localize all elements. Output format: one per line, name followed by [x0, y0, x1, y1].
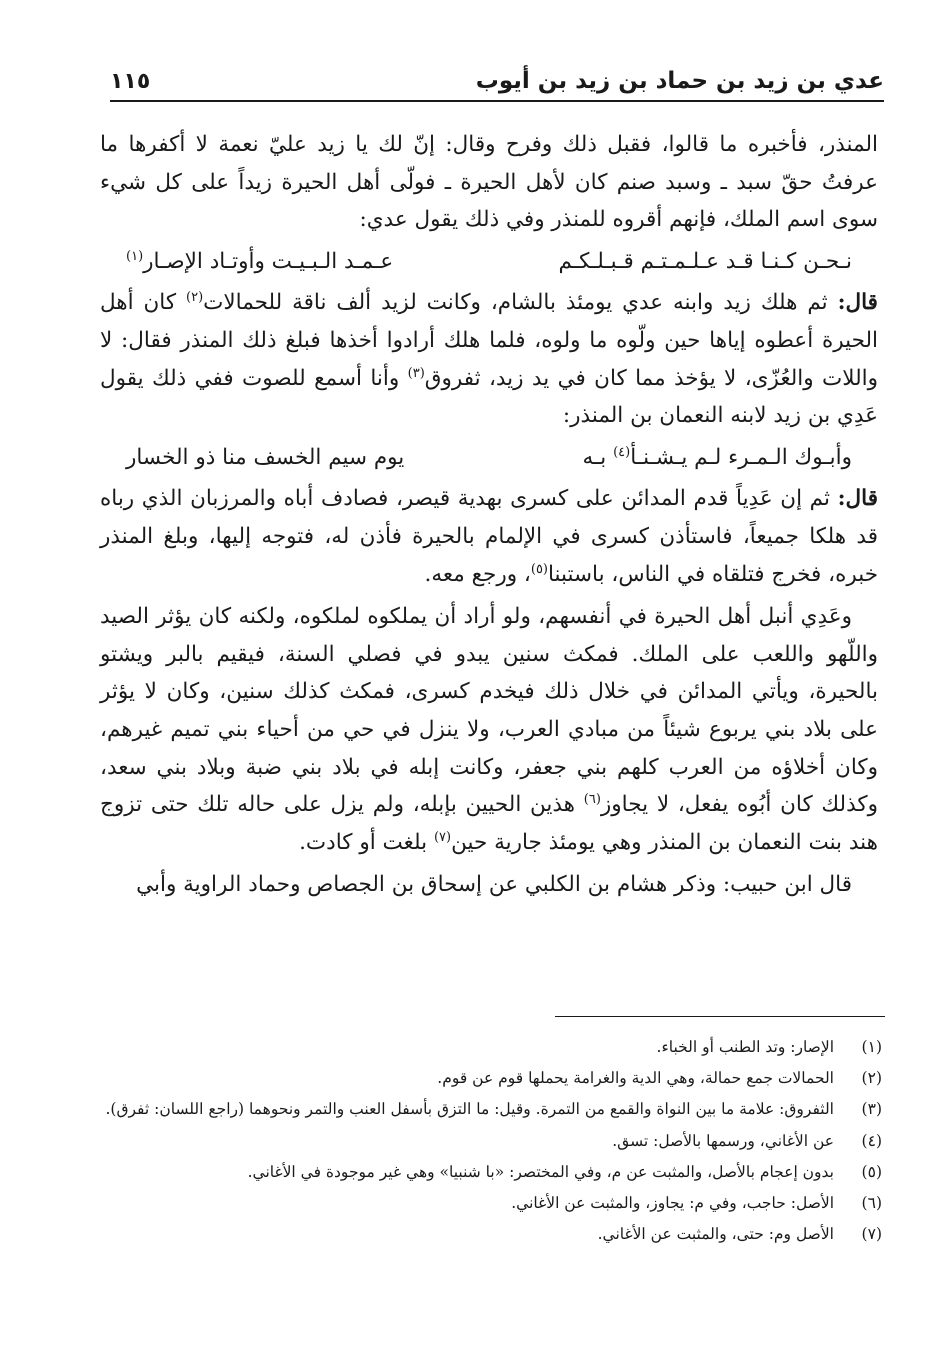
paragraph-4-text-3: بلغت أو كادت.: [299, 829, 428, 855]
verse-2: [100, 439, 878, 477]
footnote-number: (٤): [861, 1131, 882, 1150]
footnote-number: (١): [861, 1038, 882, 1056]
footnote-ref-4: (٤): [613, 444, 631, 460]
paragraph-4: [100, 598, 878, 861]
paragraph-4-text-2: هذين الحيين بإبله، ولم يزل على حاله تلك حتى تزوج هند بنت النعمان بن المنذر وهي يومئذ جارية حين: [100, 792, 878, 855]
footnote-ref-1: (١): [126, 248, 144, 264]
paragraph-2: [100, 284, 878, 434]
paragraph-3-text-2: ، ورجع معه.: [424, 561, 531, 587]
footnote-2: [100, 1063, 882, 1094]
footnotes: [100, 1032, 882, 1250]
paragraph-5: قال ابن حبيب: وذكر هشام بن الكلبي عن إسحاق بن الجصاص وحماد الراوية وأبي: [136, 872, 852, 898]
footnote-text: الأصل: حاجب، وفي م: يجاوز، والمثبت عن الأغاني.: [511, 1194, 834, 1213]
footnote-text: الأصل وم: حتى، والمثبت عن الأغاني.: [597, 1225, 834, 1244]
verse-2-second-hemistich: يوم سيم الخسف منا ذو الخسار: [126, 444, 405, 470]
footnote-number: (٣): [861, 1100, 882, 1119]
footnote-5: [100, 1157, 882, 1188]
verse-1-first-hemistich: نـحـن كـنـا قـد عـلـمـتـم قـبـلـكـم: [558, 248, 852, 274]
footnote-ref-7: (٧): [433, 829, 452, 845]
paragraph-3: [100, 480, 878, 593]
main-text: [100, 126, 878, 904]
footnote-number: (٦): [861, 1194, 882, 1213]
qala-label: قال:: [837, 486, 878, 512]
footnote-number: (٢): [861, 1069, 882, 1088]
page-number: ١١٥: [110, 69, 151, 94]
verse-2-first-end: بـه: [582, 444, 607, 470]
verse-2-first-hemistich: [582, 439, 852, 477]
footnote-text: الإصار: وتد الطنب أو الخباء.: [656, 1038, 834, 1056]
footnote-ref-6: (٦): [583, 791, 601, 807]
running-header: [110, 58, 884, 102]
verse-1-second-text: عـمـد الـبـيـت وأوتـاد الإصـار: [143, 248, 394, 274]
footnote-text: الثفروق: علامة ما بين النواة والقمع من التمرة. وقيل: ما التزق بأسفل العنب والتمر ونحوهما (راجع اللسان: ثفرق).: [105, 1100, 834, 1119]
footnote-ref-2: (٢): [186, 290, 204, 306]
footnote-text: عن الأغاني، ورسمها بالأصل: تسق.: [612, 1131, 834, 1150]
running-title: عدي بن زيد بن حماد بن زيد بن أيوب: [475, 68, 884, 94]
paragraph-1: المنذر، فأخبره ما قالوا، فقبل ذلك وفرح وقال: إنّ لك يا زيد عليّ نعمة لا أكفرها ما عرفتُ حقّ سبد ـ وسبد صنم كان لأهل الحيرة ـ فولّى أهل الحيرة زيداً على كل شيء سوى اسم الملك، فإنهم أقروه للمنذر وفي ذلك يقول عدي:: [100, 132, 878, 233]
footnote-1: [100, 1032, 882, 1063]
footnote-7: [100, 1219, 882, 1250]
verse-1: [100, 243, 878, 281]
footnote-3: [100, 1094, 882, 1125]
footnote-6: [100, 1188, 882, 1219]
footnote-number: (٥): [861, 1162, 882, 1181]
paragraph-4-text-1: وعَدِي أنبل أهل الحيرة في أنفسهم، ولو أراد أن يملكوه لملكوه، ولكنه كان يؤثر الصيد واللّهو واللعب على الملك. فمكث سنين يبدو في فصلي السنة، فيقيم بالبر ويشتو بالحيرة، ويأتي المدائن في خلال ذلك فيخدم كسرى، فمكث كذلك سنين، وكان لا يؤثر على بلاد بني يربوع شيئاً من مبادي العرب، ولا ينزل في حي من أحياء بني تميم غيرهم، وكان أخلاؤه من العرب كلهم بني جعفر، وكانت إبله في بلاد بني ضبة وبلاد بني سعد، وكذلك كان أبُوه يفعل، لا يجاوز: [100, 604, 879, 818]
footnote-4: [100, 1126, 882, 1157]
paragraph-2-text-1: ثم هلك زيد وابنه عدي يومئذ بالشام، وكانت لزيد ألف ناقة للحمالات: [203, 290, 828, 316]
qala-label: قال:: [837, 290, 878, 316]
footnote-text: الحمالات جمع حمالة، وهي الدية والغرامة يحملها قوم عن قوم.: [437, 1069, 834, 1088]
paragraph-2-text-3: وأنا أسمع للصوت ففي ذلك يقول عَدِي بن زيد لابنه النعمان بن المنذر:: [100, 365, 878, 429]
verse-1-second-hemistich: [126, 243, 393, 281]
verse-2-first-text: وأبـوك الـمـرء لـم يـشـنـأ: [630, 444, 852, 470]
footnote-ref-3: (٣): [407, 365, 425, 381]
footnote-text: بدون إعجام بالأصل، والمثبت عن م، وفي المختصر: «با شنبيا» وهي غير موجودة في الأغاني.: [247, 1162, 834, 1181]
footnote-ref-5: (٥): [530, 561, 548, 577]
footnote-separator: [555, 1016, 885, 1017]
paragraph-3-text-1: ثم إن عَدِياً قدم المدائن على كسرى بهدية قيصر، فصادف أباه والمرزبان الذي رباه قد هلكا جميعاً، فاستأذن كسرى في الإلمام بالحيرة فأذن له، فتوجه إليها، وبلغ المنذر خبره، فخرج فتلقاه في الناس، باستبنا: [100, 486, 878, 587]
footnote-number: (٧): [861, 1225, 882, 1244]
paragraph-2-text-2: كان أهل الحيرة أعطوه إياها حين ولّوه ما ولوه، فلما هلك أرادوا أخذها فبلغ ذلك المنذر فقال: لا واللات والعُزّى، لا يؤخذ مما كان في يد زيد، ثفروق: [100, 290, 878, 391]
